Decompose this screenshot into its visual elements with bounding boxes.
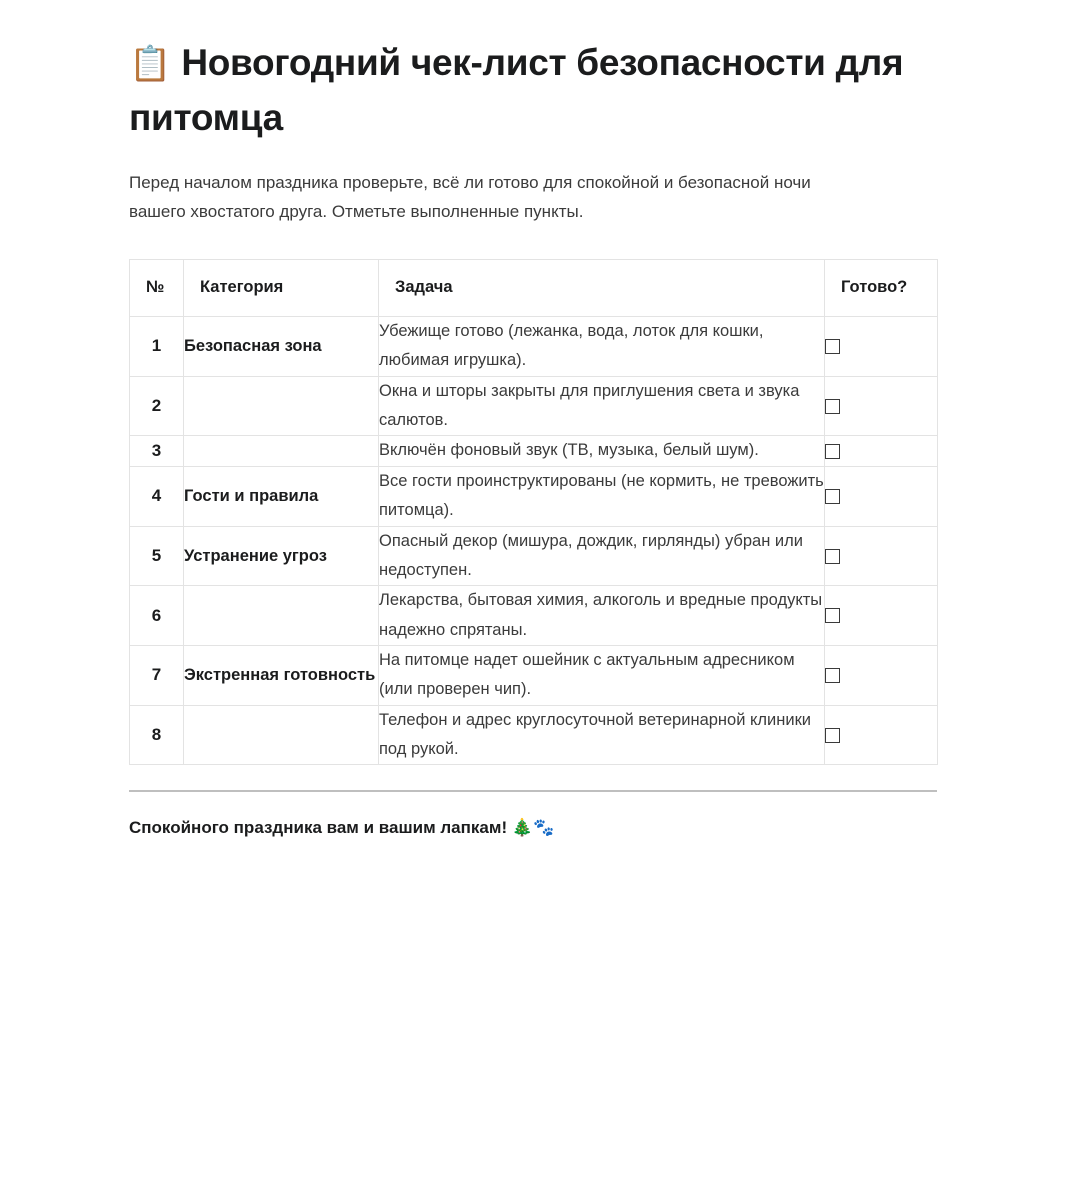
row-task: Лекарства, бытовая химия, алкоголь и вредные продукты надежно спрятаны. <box>379 586 825 646</box>
row-category <box>184 586 379 646</box>
row-number: 6 <box>130 586 184 646</box>
row-task: На питомце надет ошейник с актуальным адресником (или проверен чип). <box>379 645 825 705</box>
row-done-cell[interactable] <box>825 645 938 705</box>
row-done-cell[interactable] <box>825 526 938 586</box>
row-number: 2 <box>130 376 184 436</box>
column-header-category: Категория <box>184 260 379 317</box>
checkbox-icon[interactable] <box>825 399 840 414</box>
table-row <box>130 645 938 705</box>
column-header-task: Задача <box>379 260 825 317</box>
row-task: Включён фоновый звук (ТВ, музыка, белый шум). <box>379 436 825 466</box>
row-category: Экстренная готовность <box>184 645 379 705</box>
tree-paw-icon: 🎄🐾 <box>511 818 555 839</box>
row-category <box>184 436 379 466</box>
row-category <box>184 376 379 436</box>
page-title-text: Новогодний чек-лист безопасности для питомца <box>129 42 904 138</box>
table-row <box>130 376 938 436</box>
table-header-row <box>130 260 938 317</box>
table-row <box>130 436 938 466</box>
row-task: Все гости проинструктированы (не кормить, не тревожить питомца). <box>379 466 825 526</box>
checkbox-icon[interactable] <box>825 668 840 683</box>
row-number: 5 <box>130 526 184 586</box>
table-row <box>130 466 938 526</box>
checklist-table <box>129 259 938 765</box>
checklist-table-wrapper <box>129 227 937 765</box>
intro-paragraph: Перед началом праздника проверьте, всё ли готово для спокойной и безопасной ночи вашего хвостатого друга. Отметьте выполненные пункты. <box>129 172 811 222</box>
row-task: Убежище готово (лежанка, вода, лоток для кошки, любимая игрушка). <box>379 317 825 377</box>
page-title <box>129 0 929 146</box>
footer-note-text: Спокойного праздника вам и вашим лапкам! <box>129 818 508 838</box>
table-row <box>130 705 938 765</box>
row-category: Безопасная зона <box>184 317 379 377</box>
clipboard-icon: 📋 <box>129 44 172 84</box>
footer-note <box>129 792 937 842</box>
column-header-done: Готово? <box>825 260 938 317</box>
row-number: 7 <box>130 645 184 705</box>
checkbox-icon[interactable] <box>825 549 840 564</box>
table-row <box>130 526 938 586</box>
checkbox-icon[interactable] <box>825 489 840 504</box>
row-number: 4 <box>130 466 184 526</box>
row-done-cell[interactable] <box>825 376 938 436</box>
row-done-cell[interactable] <box>825 466 938 526</box>
row-task: Опасный декор (мишура, дождик, гирлянды) убран или недоступен. <box>379 526 825 586</box>
checkbox-icon[interactable] <box>825 339 840 354</box>
checkbox-icon[interactable] <box>825 608 840 623</box>
row-task: Окна и шторы закрыты для приглушения света и звука салютов. <box>379 376 825 436</box>
row-category: Устранение угроз <box>184 526 379 586</box>
row-category <box>184 705 379 765</box>
row-number: 3 <box>130 436 184 466</box>
checkbox-icon[interactable] <box>825 728 840 743</box>
checkbox-icon[interactable] <box>825 444 840 459</box>
table-row <box>130 317 938 377</box>
column-header-number: № <box>130 260 184 317</box>
table-row <box>130 586 938 646</box>
row-number: 8 <box>130 705 184 765</box>
row-done-cell[interactable] <box>825 586 938 646</box>
row-done-cell[interactable] <box>825 317 938 377</box>
row-done-cell[interactable] <box>825 436 938 466</box>
row-task: Телефон и адрес круглосуточной ветеринарной клиники под рукой. <box>379 705 825 765</box>
row-number: 1 <box>130 317 184 377</box>
table-header <box>130 260 938 317</box>
row-category: Гости и правила <box>184 466 379 526</box>
table-body <box>130 317 938 765</box>
row-done-cell[interactable] <box>825 705 938 765</box>
